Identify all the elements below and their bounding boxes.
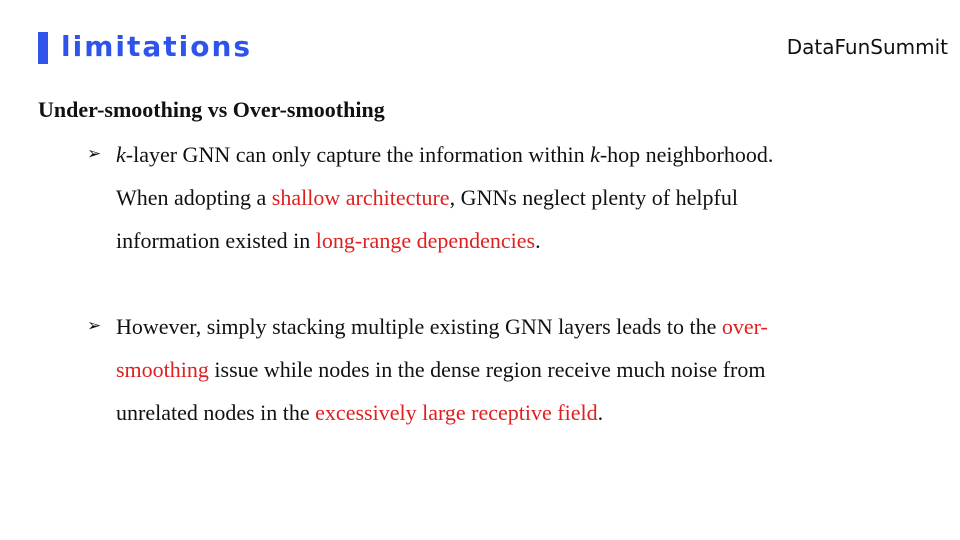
bullet-1-line-2: When adopting a shallow architecture, GNNs neglect plenty of helpful xyxy=(116,185,738,210)
highlight-text: over- xyxy=(721,314,768,339)
highlight-text: smoothing xyxy=(116,357,209,382)
highlight-text: excessively large receptive field xyxy=(315,400,598,425)
bullet-1-line-3: information existed in long-range dependencies. xyxy=(116,228,541,253)
bullet-arrow-icon: ➢ xyxy=(87,316,102,336)
title-accent-bar xyxy=(38,32,48,64)
section-subtitle: Under-smoothing vs Over-smoothing xyxy=(38,97,385,122)
bullet-point-1 xyxy=(87,133,856,262)
highlight-text: shallow architecture xyxy=(271,185,450,210)
bullet-arrow-icon: ➢ xyxy=(87,144,102,164)
bullet-point-2 xyxy=(87,305,856,434)
bullet-2-line-3: unrelated nodes in the excessively large receptive field. xyxy=(116,400,604,425)
highlight-text: long-range dependencies xyxy=(315,228,536,253)
bullet-1-line-1: k-layer GNN can only capture the information within k-hop neighborhood. xyxy=(116,142,774,167)
brand-logo-text: DataFunSummit xyxy=(786,35,948,59)
page-title: limitations xyxy=(61,30,253,63)
bullet-2-line-1: However, simply stacking multiple existing GNN layers leads to the over- xyxy=(116,314,768,339)
bullet-2-line-2: smoothing issue while nodes in the dense region receive much noise from xyxy=(116,357,766,382)
